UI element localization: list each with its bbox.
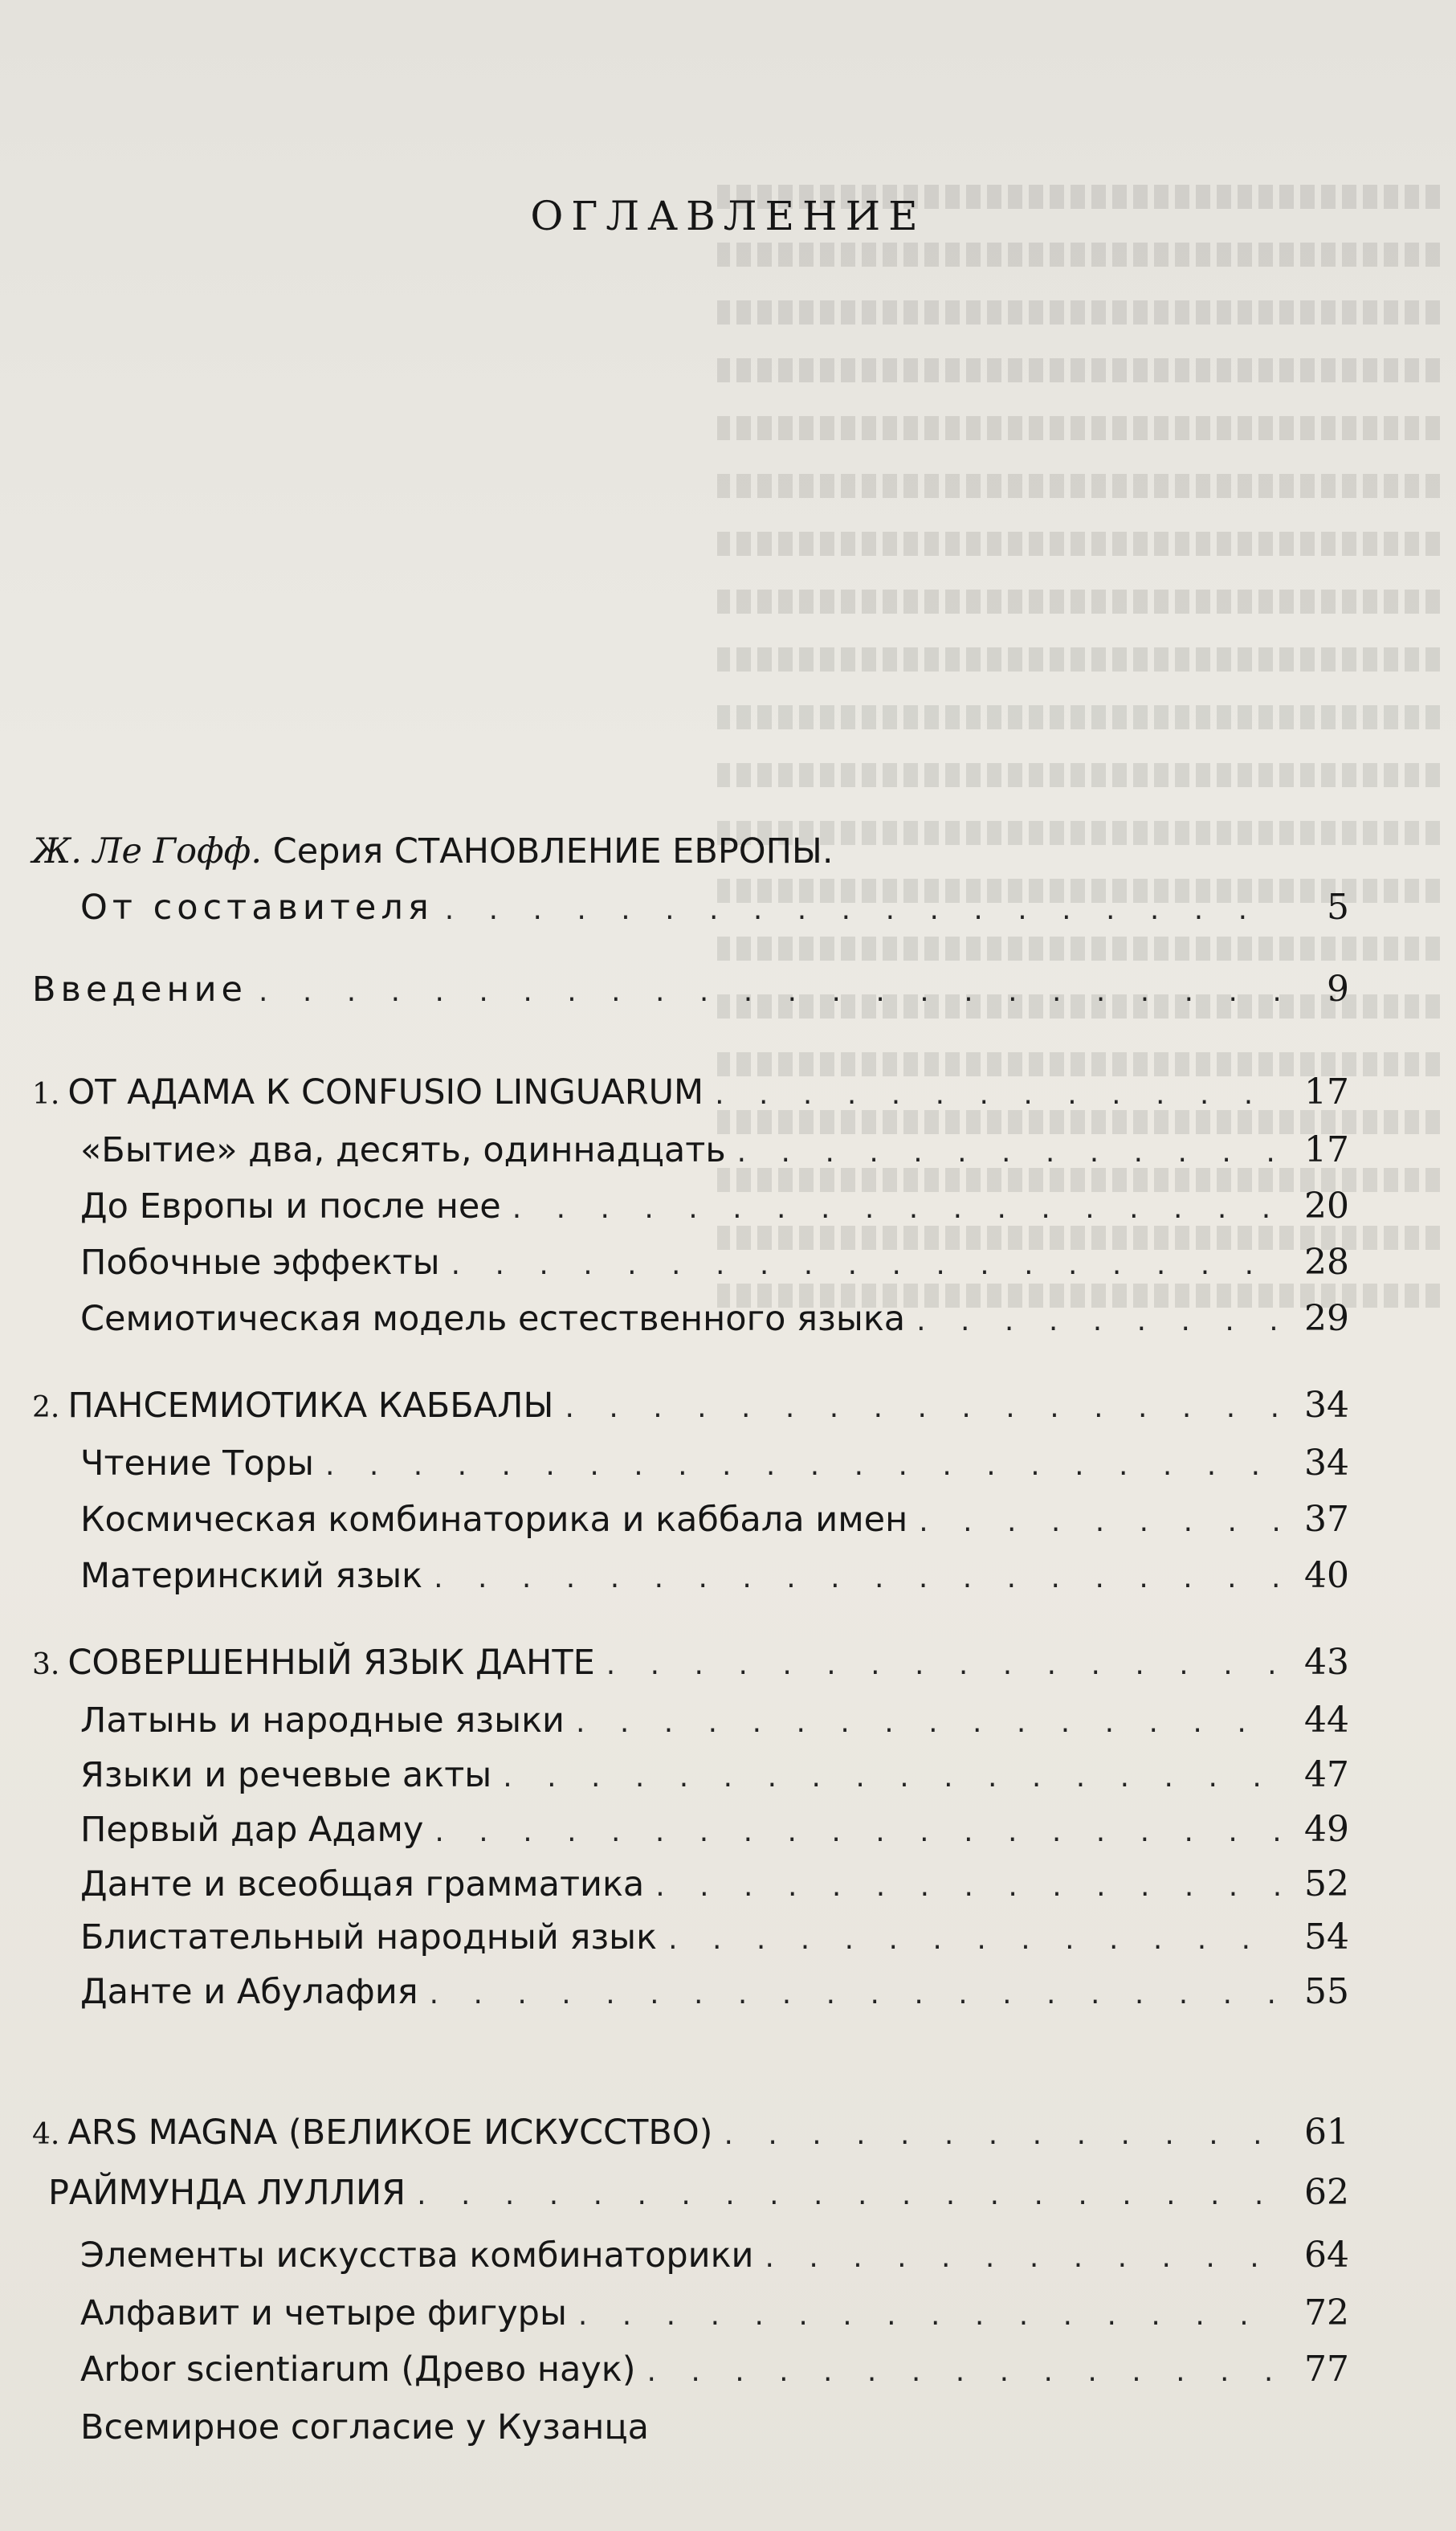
toc-entry-page: 47	[1304, 1754, 1349, 1795]
toc-entry	[32, 2231, 1349, 2280]
page-title: ОГЛАВЛЕНИЕ	[530, 193, 926, 239]
leader-dots	[565, 1384, 1282, 1432]
toc-entry	[32, 1696, 1349, 1745]
toc-entry	[32, 1913, 1349, 1962]
toc-entry-title: Arbor scientiarum (Древо наук)	[80, 2349, 636, 2390]
toc-entry-page: 62	[1304, 2172, 1349, 2213]
toc-entry-title: Алфавит и четыре фигуры	[80, 2293, 567, 2333]
leader-dots	[765, 2234, 1283, 2282]
toc-entry-title: До Европы и после нее	[80, 1186, 501, 1227]
toc-entry	[32, 1751, 1349, 1799]
toc-entry-title: Латынь и народные языки	[80, 1700, 565, 1741]
toc-entry-page: 40	[1304, 1555, 1349, 1596]
toc-entry-title: От составителя	[80, 888, 434, 928]
toc-entry-title: ПАНСЕМИОТИКА КАББАЛЫ	[67, 1386, 554, 1426]
toc-entry-title: Семиотическая модель естественного языка	[80, 1299, 906, 1339]
toc-entry-page: 61	[1304, 2112, 1349, 2153]
series-heading	[32, 827, 1349, 876]
toc-entry	[32, 1439, 1349, 1488]
toc-entry	[32, 2289, 1349, 2337]
toc-chapter	[32, 1068, 1349, 1116]
toc-chapter-heading	[32, 1068, 704, 1119]
toc-entry-title: РАЙМУНДА ЛУЛЛИЯ	[48, 2173, 406, 2213]
toc-entry	[32, 2403, 1349, 2451]
toc-entry	[32, 884, 1349, 932]
leader-dots	[445, 886, 1282, 934]
toc-entry-title: Блистательный народный язык	[80, 1917, 658, 1957]
toc-entry	[32, 2169, 1349, 2217]
toc-entry	[32, 1496, 1349, 1544]
toc-entry-title: Введение	[32, 970, 247, 1010]
leader-dots	[325, 1442, 1282, 1490]
toc-entry-page: 29	[1304, 1298, 1349, 1339]
toc-chapter	[32, 1639, 1349, 1687]
toc-entry-page: 43	[1304, 1642, 1349, 1683]
toc-entry-page: 9	[1327, 969, 1349, 1010]
toc-entry-title: СОВЕРШЕННЫЙ ЯЗЫК ДАНТЕ	[67, 1643, 595, 1683]
toc-entry-page: 37	[1304, 1499, 1349, 1540]
toc-entry-title: Всемирное согласие у Кузанца	[80, 2407, 649, 2447]
toc-chapter-heading	[32, 1382, 553, 1432]
series-heading-text	[32, 827, 834, 876]
leader-dots	[647, 2348, 1283, 2396]
toc-entry-page: 64	[1304, 2235, 1349, 2276]
toc-entry	[32, 1239, 1349, 1287]
toc-entry-page: 77	[1304, 2349, 1349, 2390]
toc-entry-page: 72	[1304, 2292, 1349, 2333]
toc-entry-page: 34	[1304, 1443, 1349, 1484]
toc-entry-page: 20	[1304, 1186, 1349, 1227]
leader-dots	[919, 1498, 1282, 1546]
toc-entry	[32, 1182, 1349, 1231]
leader-dots	[259, 968, 1282, 1016]
leader-dots	[417, 2171, 1282, 2219]
toc-entry-page: 34	[1304, 1385, 1349, 1426]
leader-dots	[430, 1970, 1282, 2019]
toc-entry-title: Космическая комбинаторика и каббала имен	[80, 1500, 908, 1540]
toc-entry-title: Побочные эффекты	[80, 1243, 440, 1283]
toc-entry-page: 5	[1327, 887, 1349, 928]
toc-entry-page: 54	[1304, 1917, 1349, 1957]
toc-entry-title: ОТ АДАМА К CONFUSIO LINGUARUM	[67, 1072, 704, 1112]
toc-chapter-heading	[32, 2108, 712, 2159]
toc-entry-title: Элементы искусства комбинаторики	[80, 2235, 754, 2276]
toc-entry-title: Материнский язык	[80, 1556, 423, 1596]
toc-entry-page: 44	[1304, 1700, 1349, 1741]
toc-entry	[32, 1968, 1349, 2016]
toc-entry	[32, 1295, 1349, 1343]
toc-entry-title: ARS MAGNA (ВЕЛИКОЕ ИСКУССТВО)	[67, 2113, 713, 2153]
leader-dots	[668, 1916, 1282, 1964]
leader-dots	[434, 1808, 1282, 1856]
toc-entry	[32, 1126, 1349, 1174]
toc-entry-page: 17	[1304, 1072, 1349, 1112]
toc-entry-title: Языки и речевые акты	[80, 1755, 492, 1795]
chapter-number: 1.	[32, 1078, 60, 1111]
toc-entry	[32, 2345, 1349, 2394]
toc-entry-page: 17	[1304, 1129, 1349, 1170]
toc-entry-title: Данте и всеобщая грамматика	[80, 1864, 645, 1904]
toc-entry	[32, 965, 1349, 1014]
toc-entry	[32, 1860, 1349, 1908]
leader-dots	[916, 1297, 1282, 1345]
leader-dots	[715, 1071, 1282, 1119]
leader-dots	[737, 1129, 1282, 1177]
toc-entry-title: Первый дар Адаму	[80, 1810, 424, 1850]
leader-dots	[578, 2292, 1282, 2340]
toc-entry-title: Данте и Абулафия	[80, 1972, 418, 2012]
toc-chapter	[32, 2108, 1349, 2157]
series-label: Серия СТАНОВЛЕНИЕ ЕВРОПЫ.	[272, 831, 834, 872]
toc-entry-title: «Бытие» два, десять, одиннадцать	[80, 1130, 726, 1170]
toc-chapter	[32, 1382, 1349, 1430]
leader-dots	[724, 2111, 1282, 2159]
leader-dots	[606, 1641, 1282, 1689]
leader-dots	[655, 1863, 1282, 1911]
leader-dots	[503, 1753, 1282, 1802]
leader-dots	[434, 1554, 1282, 1602]
toc-chapter-heading	[32, 1639, 595, 1689]
toc-entry	[32, 1806, 1349, 1854]
chapter-number: 2.	[32, 1391, 60, 1424]
chapter-number: 4.	[32, 2118, 60, 2151]
toc-entry	[32, 1552, 1349, 1600]
leader-dots	[451, 1241, 1282, 1289]
toc-entry-page: 28	[1304, 1242, 1349, 1283]
leader-dots	[512, 1185, 1282, 1233]
toc-entry-title: Чтение Торы	[80, 1443, 314, 1484]
chapter-number: 3.	[32, 1648, 60, 1681]
leader-dots	[576, 1699, 1282, 1747]
toc-entry-page: 52	[1304, 1864, 1349, 1904]
toc-entry-page: 55	[1304, 1971, 1349, 2012]
series-author: Ж. Ле Гофф.	[32, 831, 262, 872]
toc-entry-page: 49	[1304, 1809, 1349, 1850]
